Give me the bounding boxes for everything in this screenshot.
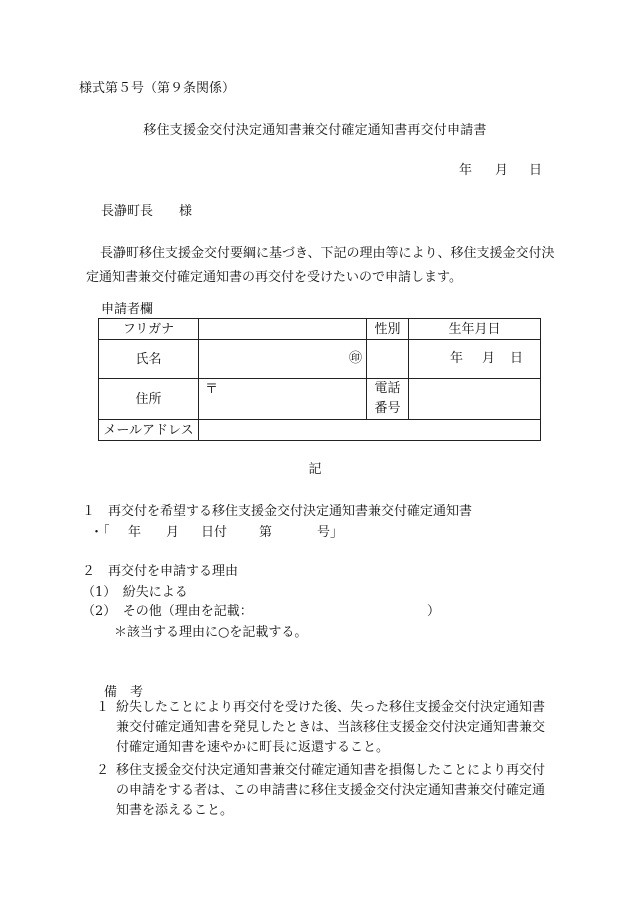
birth-day-label: 日 — [510, 351, 524, 366]
remark-number: １ — [96, 700, 110, 715]
applicant-table — [98, 318, 541, 441]
phone-label — [367, 379, 409, 420]
reason-2-close: ） — [427, 604, 441, 619]
furigana-label: フリガナ — [99, 319, 199, 340]
birth-month-label: 月 — [482, 351, 496, 366]
postal-mark: 〒 — [205, 382, 219, 397]
birthdate-field[interactable] — [409, 340, 541, 379]
seal-mark: ㊞ — [348, 351, 362, 366]
table-row — [99, 379, 541, 420]
remark-text: 紛失したことにより再交付を受けた後、失った移住支援金交付決定通知書兼交付確定通知書を発見したときは、当該移住支援金交付決定通知書兼交付確定通知書を速やかに町長に返還すること。 — [116, 700, 546, 755]
addressee: 長瀞町長 様 — [101, 204, 193, 219]
table-row — [99, 319, 541, 340]
remark-item — [96, 761, 556, 821]
applicant-section-caption: 申請者欄 — [101, 302, 154, 317]
cert-ref-dai: 第 — [259, 525, 273, 540]
item1-heading: １ 再交付を希望する移住支援金交付決定通知書兼交付確定通知書 — [82, 504, 473, 519]
name-field[interactable] — [199, 340, 367, 379]
address-label: 住所 — [99, 379, 199, 420]
phone-label-line-2: 番号 — [374, 401, 401, 416]
furigana-field[interactable] — [199, 319, 367, 340]
phone-field[interactable] — [409, 379, 541, 420]
cert-ref-year: 年 — [128, 525, 142, 540]
cert-ref-month: 月 — [166, 525, 180, 540]
gender-field[interactable] — [367, 340, 409, 379]
name-label: 氏名 — [99, 340, 199, 379]
address-field[interactable] — [199, 379, 367, 420]
date-day-label: 日 — [529, 163, 543, 178]
table-row — [99, 340, 541, 379]
document-title: 移住支援金交付決定通知書兼交付確定通知書再交付申請書 — [143, 123, 487, 138]
date-year-label: 年 — [459, 163, 473, 178]
reason-1: （1） 紛失による — [82, 585, 188, 600]
phone-label-line-1: 電話 — [374, 381, 401, 396]
birth-year-label: 年 — [450, 351, 464, 366]
item2-heading: ２ 再交付を申請する理由 — [82, 564, 239, 579]
email-label: メールアドレス — [99, 420, 199, 441]
date-month-label: 月 — [495, 163, 509, 178]
email-field[interactable] — [199, 420, 541, 441]
cert-ref-bullet: ・「 — [90, 525, 110, 540]
cert-ref-date-suffix: 日付 — [201, 525, 228, 540]
remark-text: 移住支援金交付決定通知書兼交付確定通知書を損傷したことにより再交付の申請をする者は、この申請書に移住支援金交付決定通知書兼交付確定通知書を添えること。 — [116, 763, 546, 818]
table-row — [99, 420, 541, 441]
remark-item — [96, 698, 556, 758]
ki-label: 記 — [308, 462, 322, 477]
cert-ref-number-suffix: 号」 — [317, 525, 344, 540]
gender-label: 性別 — [367, 319, 409, 340]
reason-2: （2） その他（理由を記載： — [82, 604, 253, 619]
form-id: 様式第５号（第９条関係） — [79, 81, 236, 96]
reason-note: ＊該当する理由に○を記載する。 — [114, 625, 308, 640]
remark-number: ２ — [96, 763, 110, 778]
birthdate-label: 生年月日 — [409, 319, 541, 340]
remarks-heading: 備 考 — [104, 685, 144, 700]
body-text: 長瀞町移住支援金交付要綱に基づき、下記の理由等により、移住支援金交付決定通知書兼交付確定通知書の再交付を受けたいので申請します。 — [86, 246, 555, 285]
